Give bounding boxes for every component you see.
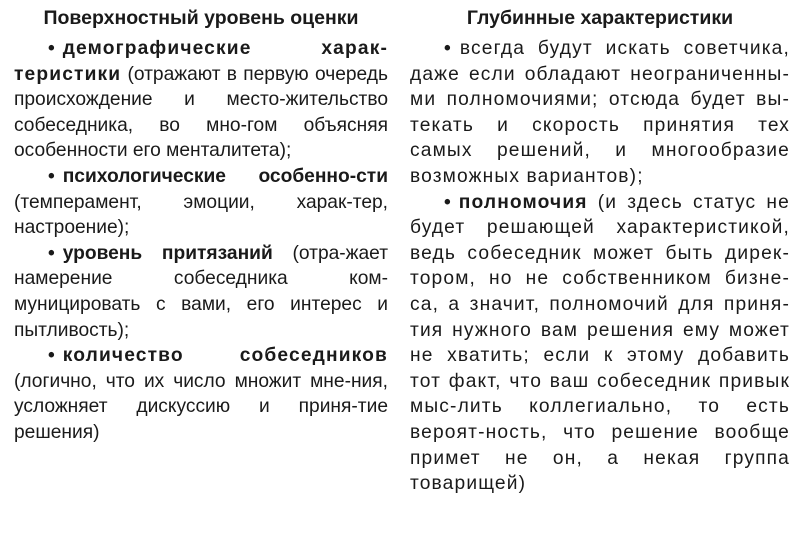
list-item-advisor	[410, 36, 790, 190]
left-column	[14, 4, 388, 545]
item-term: количество собеседников	[62, 345, 388, 367]
item-description: всегда будут искать советчика, даже если обладают неограниченны-ми полномочиями; отсюда будет вы-текать и скорость принятия тех самых решений, и многообразие возможных вариантов);	[410, 38, 790, 187]
bullet-icon: •	[48, 345, 55, 367]
item-description: (отражают в первую очередь происхождение и место-жительство собеседника, во мно-гом объясняя особенности его менталитета);	[14, 63, 388, 162]
item-description: (и здесь статус не будет решающей характеристикой, ведь собеседник может быть дирек-тором, но не собственником бизне-са, а значит, полномочий для приня-тия нужного вам решения ему может не хватить; если к этому добавить тот факт, что ваш собеседник привык мыс-лить коллегиально, то есть вероят-ность, что решение вообще примет не он, а некая группа товарищей)	[410, 191, 790, 495]
list-item-psychological	[14, 164, 388, 241]
item-term: демографические харак-теристики	[14, 38, 388, 85]
bullet-icon: •	[48, 165, 55, 187]
list-item-count	[14, 343, 388, 445]
item-term: уровень притязаний	[62, 242, 273, 264]
item-term: психологические особенно-сти	[62, 165, 388, 187]
bullet-icon: •	[48, 242, 55, 264]
bullet-icon: •	[444, 38, 452, 59]
left-column-header: Поверхностный уровень оценки	[43, 7, 359, 29]
bullet-icon: •	[444, 191, 451, 213]
item-description: (отра-жает намерение собеседника ком-муницировать с вами, его интерес и пытливость);	[14, 242, 388, 341]
list-item-aspiration	[14, 241, 388, 343]
item-term: полномочия	[458, 191, 588, 213]
item-description: (логично, что их число множит мне-ния, усложняет дискуссию и приня-тие решения)	[14, 370, 388, 443]
item-description: (темперамент, эмоции, харак-тер, настроение);	[14, 191, 388, 239]
bullet-icon: •	[48, 38, 55, 59]
right-column	[410, 4, 790, 545]
right-column-header: Глубинные характеристики	[466, 7, 734, 29]
list-item-demographic	[14, 36, 388, 164]
list-item-authority	[410, 190, 790, 497]
